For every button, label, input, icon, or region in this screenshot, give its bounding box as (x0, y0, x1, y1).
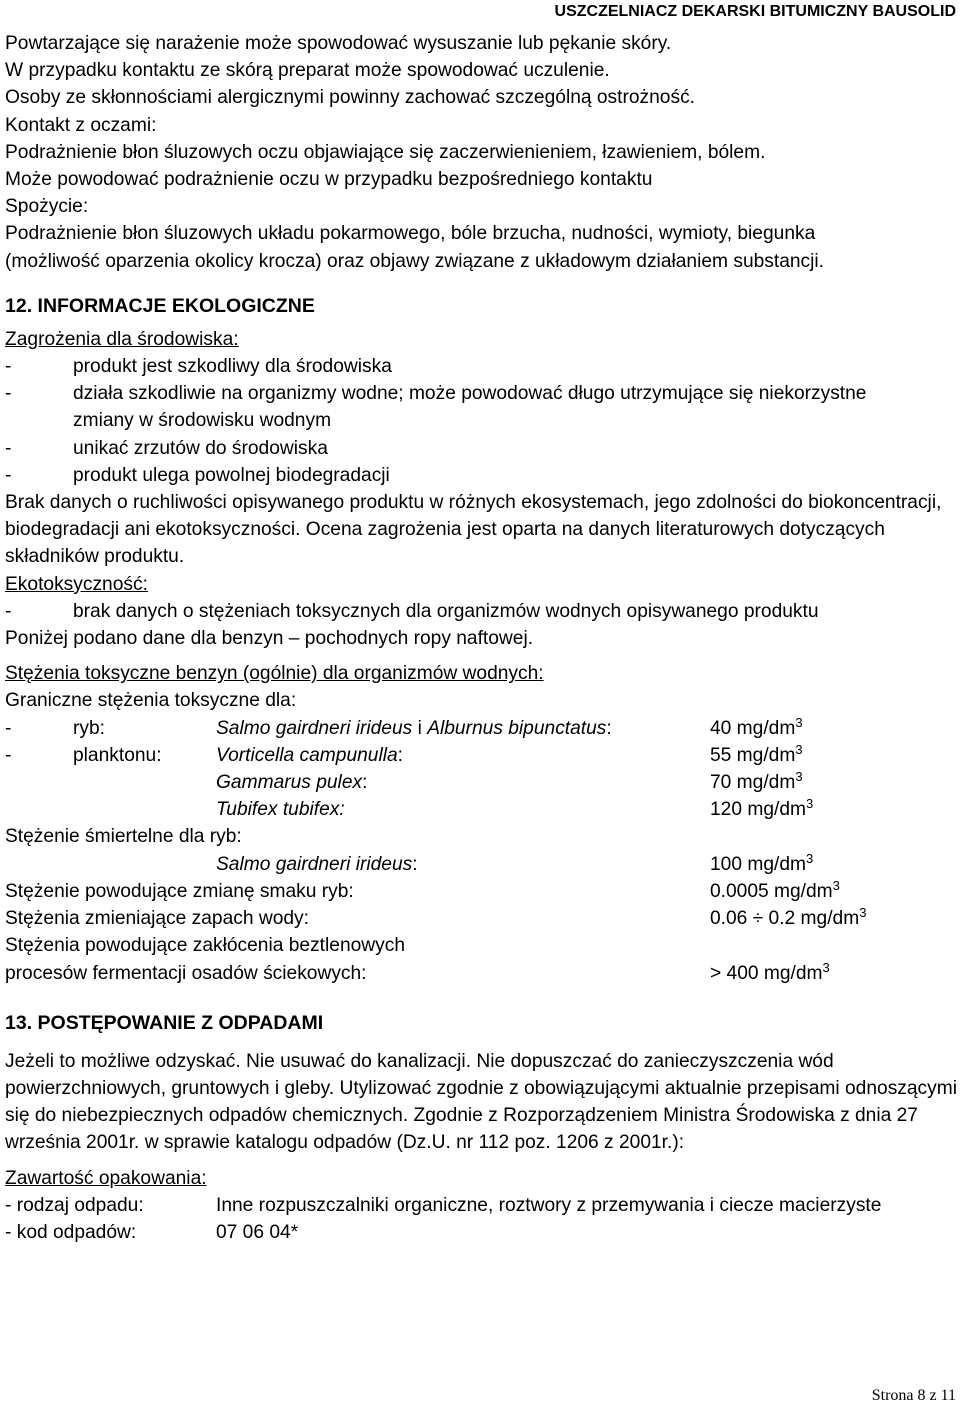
ingestion-label: Spożycie: (5, 196, 89, 218)
species-name: Salmo gairdneri irideus (216, 717, 413, 739)
list-item: - brak danych o stężeniach toksycznych dla organizmów wodnych opisywanego produktu (5, 600, 819, 622)
mobility-text: Brak danych o ruchliwości opisywanego produktu w różnych ekosystemach, jego zdolności do biokoncentracji, biodegradacji ani ekotoksyczności. Ocena zagrożenia jest oparta na danych literaturowych dotyczących składników produktu. (5, 492, 942, 568)
waste-type-row: - rodzaj odpadu: Inne rozpuszczalniki organiczne, roztwory z przemywania i ciecze macierzyste (5, 1194, 882, 1216)
species-name: Tubifex tubifex: (216, 799, 345, 821)
eyes-label: Kontakt z oczami: (5, 114, 157, 136)
plankton-row: Tubifex tubifex: 120 $mg/dm^3$ (216, 796, 814, 821)
species-name: Gammarus pulex (216, 772, 363, 794)
text-line: W przypadku kontaktu ze skórą preparat może spowodować uczulenie. (5, 60, 610, 82)
hazards-label: Zagrożenia dla środowiska: (5, 328, 239, 350)
anaerobic-label: Stężenia powodujące zakłócenia beztlenowych (5, 935, 405, 957)
list-item: - unikać zrzutów do środowiska (5, 437, 328, 459)
section-13-heading: 13. POSTĘPOWANIE Z ODPADAMI (5, 1011, 324, 1034)
ecotox-label: Ekotoksyczność: (5, 573, 148, 595)
waste-text: Jeżeli to możliwe odzyskać. Nie usuwać do kanalizacji. Nie dopuszczać do zanieczyszczenia wód powierzchniowych, gruntowych i gleby. Utylizować zgodnie z obowiązującymi aktualnie przepisami odnoszącymi się do niebezpiecznych odpadów chemicznych. Zgodnie z Rozporządzeniem Ministra Środowiska z dnia 27 września 2001r. w sprawie katalogu odpadów (Dz.U. nr 112 poz. 1206 z 2001r.): (5, 1050, 957, 1154)
contents-label: Zawartość opakowania: (5, 1167, 207, 1189)
section-12-heading: 12. INFORMACJE EKOLOGICZNE (5, 294, 315, 317)
plankton-row: Gammarus pulex: 70 $mg/dm^3$ (216, 769, 803, 794)
page-number: Strona 8 z 11 (871, 1387, 956, 1404)
text-line: Powtarzające się narażenie może spowodować wysuszanie lub pękanie skóry. (5, 33, 672, 54)
species-name: Alburnus bipunctatus (427, 717, 607, 739)
text-line: Podrażnienie błon śluzowych oczu objawiające się zaczerwienieniem, łzawieniem, bólem. (5, 141, 766, 163)
taste-row: Stężenie powodujące zmianę smaku ryb: 0.0005 $mg/dm^3$ (5, 877, 840, 902)
text-line: Osoby ze skłonnościami alergicznymi powinny zachować szczególną ostrożność. (5, 87, 695, 109)
species-name: Vorticella campunulla (216, 744, 398, 766)
list-item: - produkt ulega powolnej biodegradacji (5, 464, 390, 486)
anaerobic-row: procesów fermentacji osadów ściekowych: > 400 $mg/dm^3$ (5, 959, 830, 984)
document-body (5, 30, 955, 1246)
below-text: Poniżej podano dane dla benzyn – pochodnych ropy naftowej. (5, 628, 534, 650)
ingestion-text: Podrażnienie błon śluzowych układu pokarmowego, bóle brzucha, nudności, wymioty, biegunka (możliwość oparzenia okolicy krocza) oraz objawy związane z układowym działaniem substancji. (5, 223, 825, 272)
document-header: USZCZELNIACZ DEKARSKI BITUMICZNY BAUSOLID (554, 3, 956, 20)
odor-row: Stężenia zmieniające zapach wody: 0.06 ÷ 0.2 $mg/dm^3$ (5, 905, 867, 930)
text-line: Może powodować podrażnienie oczu w przypadku bezpośredniego kontaktu (5, 169, 653, 191)
limit-label: Graniczne stężenia toksyczne dla: (5, 690, 297, 712)
plankton-row: - planktonu: Vorticella campunulla: 55 $mg/dm^3$ (5, 741, 803, 766)
list-item: - działa szkodliwie na organizmy wodne; może powodować długo utrzymujące się niekorzystne zmiany w środowisku wodnym (5, 383, 867, 432)
lethal-label: Stężenie śmiertelne dla ryb: (5, 826, 242, 848)
fish-row: - ryb: Salmo gairdneri irideus i Alburnus bipunctatus: 40 $mg/dm^3$ (5, 714, 803, 739)
toxic-title: Stężenia toksyczne benzyn (ogólnie) dla organizmów wodnych: (5, 663, 544, 685)
list-item: - produkt jest szkodliwy dla środowiska (5, 356, 392, 378)
lethal-row: Salmo gairdneri irideus: 100 $mg/dm^3$ (216, 850, 814, 875)
waste-code-row: - kod odpadów: 07 06 04* (5, 1221, 299, 1243)
species-name: Salmo gairdneri irideus (216, 853, 413, 875)
